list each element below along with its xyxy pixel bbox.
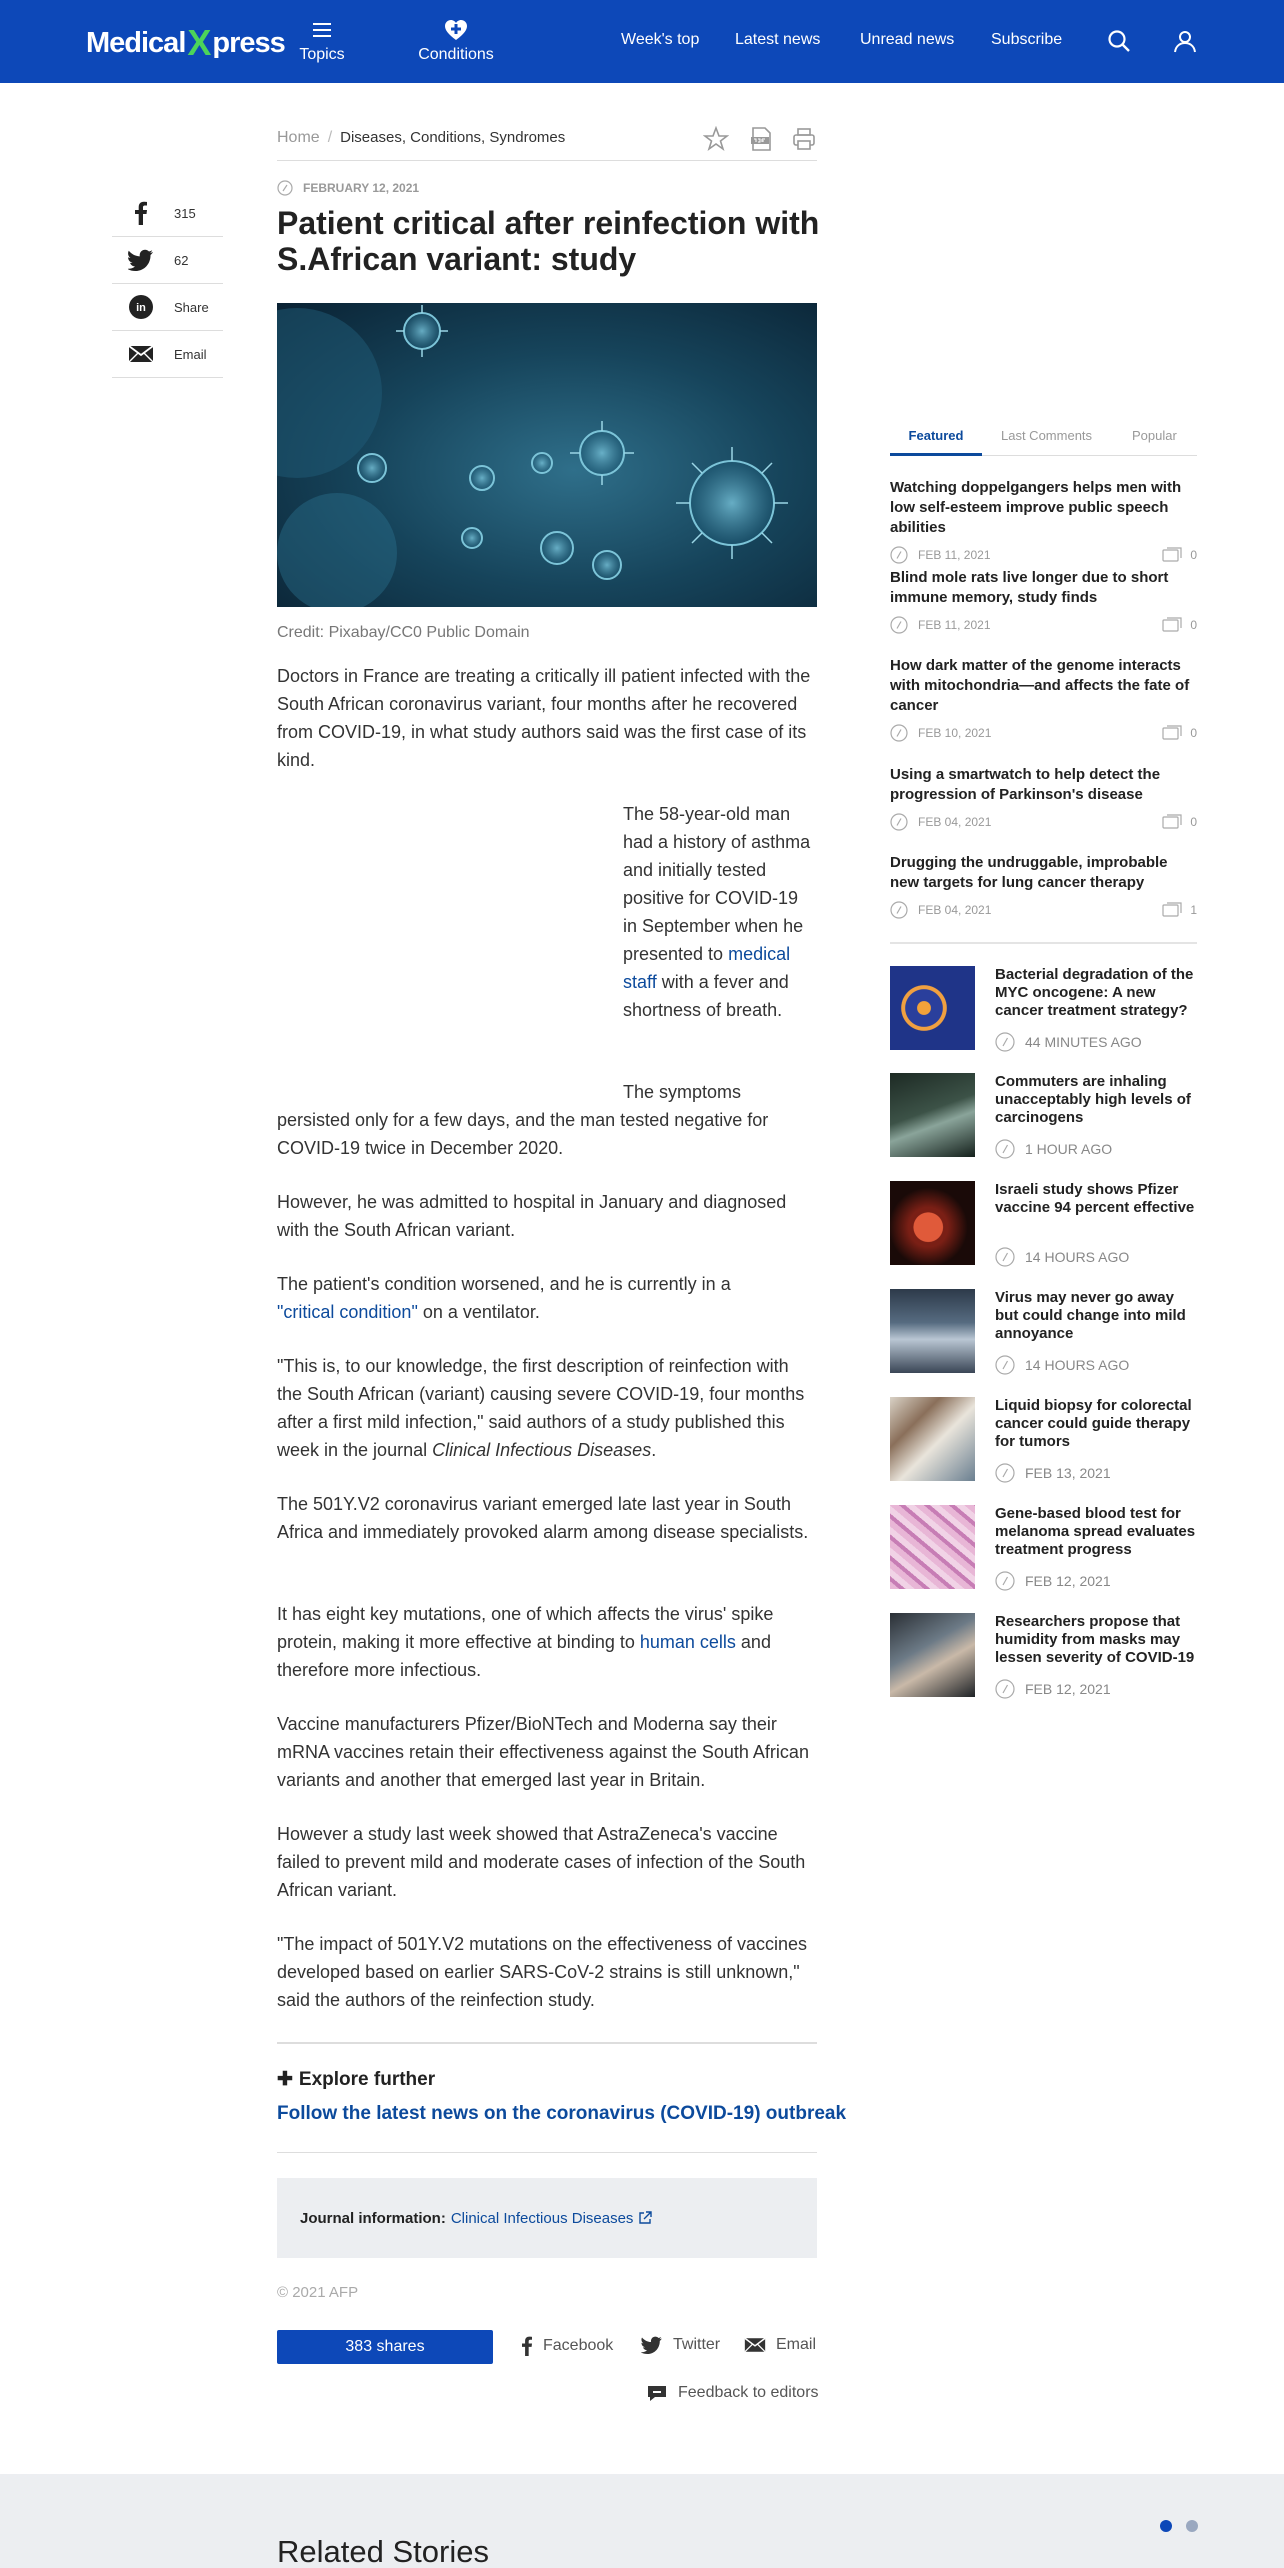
tab-popular[interactable]: Popular bbox=[1132, 428, 1177, 443]
explore-divider-top bbox=[277, 2042, 817, 2044]
twitter-share-count: 62 bbox=[174, 252, 189, 268]
featured-item-title[interactable]: Drugging the undruggable, improbable new targets for lung cancer therapy bbox=[890, 854, 1168, 891]
featured-item[interactable] bbox=[890, 765, 1197, 831]
journal-link[interactable]: Clinical Infectious Diseases bbox=[450, 2209, 634, 2227]
explore-further-heading bbox=[277, 2068, 435, 2091]
facebook-icon bbox=[521, 2336, 533, 2356]
related-news-card[interactable] bbox=[890, 1397, 1197, 1481]
explore-further-link[interactable]: Follow the latest news on the coronavirus (COVID-19) outbreak bbox=[277, 2103, 847, 2124]
comment-count: 1 bbox=[1190, 903, 1197, 917]
linkedin-icon bbox=[129, 295, 153, 319]
featured-item-meta bbox=[890, 813, 1197, 831]
tab-featured[interactable]: Featured bbox=[908, 428, 964, 443]
breadcrumb-category[interactable]: Diseases, Conditions, Syndromes bbox=[340, 129, 566, 146]
news-card-time: 44 MINUTES AGO bbox=[1025, 1034, 1142, 1050]
pdf-download-icon[interactable] bbox=[748, 126, 774, 152]
email-icon bbox=[128, 345, 154, 363]
nav-subscribe[interactable]: Subscribe bbox=[991, 31, 1063, 48]
paragraph-8-text-a: It has eight key mutations, one of which affects the virus' spike protein, making it more effective at binding to bbox=[277, 1604, 774, 1652]
article-paragraph-2 bbox=[623, 800, 817, 1024]
svg-text:in: in bbox=[136, 302, 146, 314]
image-credit: Credit: Pixabay/CC0 Public Domain bbox=[277, 624, 530, 641]
clock-icon bbox=[995, 1032, 1015, 1052]
featured-item[interactable] bbox=[890, 568, 1197, 634]
linkedin-share-label: Share bbox=[174, 299, 209, 315]
article-paragraph-3 bbox=[277, 1078, 817, 1162]
conditions-label: Conditions bbox=[418, 46, 494, 63]
related-news-card[interactable] bbox=[890, 966, 1197, 1050]
news-thumbnail[interactable] bbox=[890, 1181, 975, 1265]
featured-item-comments[interactable] bbox=[1162, 617, 1197, 633]
clock-icon bbox=[890, 546, 908, 564]
linkedin-share-button[interactable] bbox=[112, 284, 223, 331]
feedback-label: Feedback to editors bbox=[678, 2384, 819, 2401]
featured-item-meta bbox=[890, 546, 1197, 564]
news-card-title[interactable]: Liquid biopsy for colorectal cancer could guide therapy for tumors bbox=[995, 1397, 1192, 1450]
paragraph-6-text-b: . bbox=[651, 1440, 657, 1460]
featured-item-comments[interactable] bbox=[1162, 902, 1197, 918]
comment-count: 0 bbox=[1190, 726, 1197, 740]
related-news-card[interactable] bbox=[890, 1289, 1197, 1373]
coronavirus-illustration bbox=[277, 303, 817, 607]
news-thumbnail[interactable] bbox=[890, 1397, 975, 1481]
social-share-column bbox=[112, 190, 223, 378]
featured-item-meta bbox=[890, 616, 1197, 634]
article-paragraph-6 bbox=[277, 1352, 817, 1464]
news-card-meta bbox=[995, 1355, 1129, 1375]
journal-info-label: Journal information: bbox=[300, 2209, 446, 2227]
news-card-time: FEB 13, 2021 bbox=[1025, 1465, 1111, 1481]
featured-item-meta bbox=[890, 901, 1197, 919]
twitter-share-button[interactable] bbox=[112, 237, 223, 284]
featured-item-date: FEB 04, 2021 bbox=[918, 903, 992, 917]
share-email-label: Email bbox=[776, 2336, 817, 2353]
related-stories-band bbox=[0, 2474, 1284, 2568]
news-thumbnail[interactable] bbox=[890, 1289, 975, 1373]
news-card-time: 14 HOURS AGO bbox=[1025, 1357, 1130, 1373]
print-icon[interactable] bbox=[791, 126, 817, 152]
logo-x: X bbox=[187, 22, 211, 63]
breadcrumb-divider bbox=[277, 160, 817, 161]
comment-icon bbox=[1162, 547, 1182, 563]
article-paragraph-7: The 501Y.V2 coronavirus variant emerged late last year in South Africa and immediately provoked alarm among disease specialists. bbox=[277, 1494, 809, 1542]
breadcrumb bbox=[277, 129, 565, 147]
journal-name: Clinical Infectious Diseases bbox=[432, 1440, 652, 1460]
logo-text-medical: Medical bbox=[86, 26, 186, 59]
featured-item-comments[interactable] bbox=[1162, 547, 1197, 563]
shares-count-button[interactable]: 383 shares bbox=[277, 2330, 493, 2364]
clock-icon bbox=[890, 813, 908, 831]
related-stories-heading: Related Stories bbox=[277, 2534, 489, 2568]
paragraph-8-text-b: and therefore more infectious. bbox=[277, 1632, 771, 1680]
carousel-dot-active[interactable] bbox=[1160, 2520, 1172, 2532]
news-card-title[interactable]: Gene-based blood test for melanoma spread evaluates treatment progress bbox=[995, 1505, 1196, 1558]
news-thumbnail[interactable] bbox=[890, 966, 975, 1050]
featured-item-comments[interactable] bbox=[1162, 725, 1197, 741]
clock-icon bbox=[995, 1463, 1015, 1483]
featured-item[interactable] bbox=[890, 853, 1197, 919]
facebook-icon bbox=[134, 201, 148, 225]
article-hero-image[interactable] bbox=[277, 303, 817, 607]
comment-count: 0 bbox=[1190, 618, 1197, 632]
featured-item-date: FEB 10, 2021 bbox=[918, 726, 992, 740]
news-thumbnail[interactable] bbox=[890, 1613, 975, 1697]
copyright-notice: © 2021 AFP bbox=[277, 2284, 359, 2301]
critical-condition-link[interactable]: "critical condition" bbox=[277, 1302, 418, 1322]
share-facebook-label: Facebook bbox=[543, 2337, 614, 2354]
news-card-meta bbox=[995, 1571, 1111, 1591]
paragraph-2-text-a: The 58-year-old man had a history of asthma and initially tested positive for COVID-19 in September when he presented to bbox=[623, 804, 811, 964]
search-icon[interactable] bbox=[1106, 28, 1132, 54]
related-news-card[interactable] bbox=[890, 1181, 1197, 1265]
clock-icon bbox=[995, 1139, 1015, 1159]
sidebar-tabs bbox=[890, 420, 1197, 456]
breadcrumb-home[interactable]: Home bbox=[277, 129, 320, 146]
comment-icon bbox=[1162, 902, 1182, 918]
article-date-text: FEBRUARY 12, 2021 bbox=[303, 181, 420, 195]
topics-label: Topics bbox=[299, 46, 345, 63]
active-tab-indicator bbox=[890, 453, 982, 456]
clock-icon bbox=[890, 724, 908, 742]
twitter-icon bbox=[128, 249, 154, 271]
news-card-title[interactable]: Researchers propose that humidity from masks may lessen severity of COVID-19 bbox=[995, 1613, 1195, 1666]
news-thumbnail[interactable] bbox=[890, 1073, 975, 1157]
journal-information-box bbox=[277, 2178, 817, 2258]
share-email-link[interactable] bbox=[744, 2336, 816, 2354]
news-card-title[interactable]: Bacterial degradation of the MYC oncogene: A new cancer treatment strategy? bbox=[995, 966, 1194, 1019]
feedback-to-editors-link[interactable] bbox=[646, 2384, 819, 2402]
article-paragraph-8 bbox=[277, 1600, 817, 1684]
share-twitter-label: Twitter bbox=[673, 2336, 721, 2353]
top-navigation-bar bbox=[0, 0, 1284, 83]
clock-icon bbox=[277, 180, 293, 196]
clock-icon bbox=[995, 1679, 1015, 1699]
comment-count: 0 bbox=[1190, 548, 1197, 562]
hamburger-icon bbox=[311, 18, 333, 42]
paragraph-3-text-a: The symptoms bbox=[623, 1082, 742, 1102]
sidebar-divider bbox=[890, 942, 1197, 944]
news-card-title[interactable]: Virus may never go away but could change into mild annoyance bbox=[995, 1289, 1186, 1342]
news-card-meta bbox=[995, 1139, 1112, 1159]
news-card-time: FEB 12, 2021 bbox=[1025, 1573, 1111, 1589]
clock-icon bbox=[890, 616, 908, 634]
conditions-menu-button[interactable] bbox=[418, 18, 494, 64]
share-facebook-link[interactable] bbox=[521, 2336, 613, 2356]
featured-item-title[interactable]: Blind mole rats live longer due to short immune memory, study finds bbox=[890, 569, 1169, 606]
clock-icon bbox=[995, 1571, 1015, 1591]
nav-weeks-top[interactable]: Week's top bbox=[621, 31, 700, 48]
twitter-icon bbox=[641, 2336, 663, 2354]
news-card-meta bbox=[995, 1247, 1129, 1267]
news-card-time: 14 HOURS AGO bbox=[1025, 1249, 1130, 1265]
bookmark-star-icon[interactable] bbox=[703, 126, 729, 152]
explore-heading-text: Explore further bbox=[298, 2069, 436, 2090]
featured-item-title[interactable]: How dark matter of the genome interacts with mitochondria—and affects the fate of cancer bbox=[890, 657, 1190, 714]
nav-latest-news[interactable]: Latest news bbox=[735, 31, 821, 48]
comment-icon bbox=[1162, 617, 1182, 633]
share-twitter-link[interactable] bbox=[641, 2336, 720, 2354]
paragraph-6-text-a: "This is, to our knowledge, the first description of reinfection with the South African (variant) causing severe COVID-19, four months after a first mild infection," said authors of a study published this week in the journal bbox=[277, 1356, 805, 1460]
article-paragraph-9: Vaccine manufacturers Pfizer/BioNTech and Moderna say their mRNA vaccines retain their effectiveness against the South African variants and another that emerged last year in Britain. bbox=[277, 1714, 809, 1790]
email-share-label: Email bbox=[174, 346, 207, 362]
comment-icon bbox=[1162, 725, 1182, 741]
human-cells-link[interactable]: human cells bbox=[639, 1632, 736, 1652]
external-link-icon bbox=[638, 2211, 652, 2225]
news-card-meta bbox=[995, 1032, 1142, 1052]
clock-icon bbox=[890, 901, 908, 919]
news-card-time: FEB 12, 2021 bbox=[1025, 1681, 1111, 1697]
featured-item-comments[interactable] bbox=[1162, 814, 1197, 830]
featured-item-title[interactable]: Using a smartwatch to help detect the progression of Parkinson's disease bbox=[890, 766, 1161, 803]
tab-last-comments[interactable]: Last Comments bbox=[1001, 428, 1093, 443]
article-title: Patient critical after reinfection with S.African variant: study bbox=[277, 205, 820, 277]
breadcrumb-separator: / bbox=[327, 129, 333, 146]
featured-item-date: FEB 04, 2021 bbox=[918, 815, 992, 829]
comment-icon bbox=[1162, 814, 1182, 830]
related-news-card[interactable] bbox=[890, 1073, 1197, 1157]
heart-plus-icon bbox=[443, 18, 469, 42]
featured-item-date: FEB 11, 2021 bbox=[918, 618, 991, 632]
related-news-card[interactable] bbox=[890, 1613, 1197, 1697]
featured-item[interactable] bbox=[890, 656, 1197, 742]
featured-item-meta bbox=[890, 724, 1197, 742]
news-card-title[interactable]: Israeli study shows Pfizer vaccine 94 percent effective bbox=[995, 1181, 1195, 1216]
explore-divider-bottom bbox=[277, 2152, 817, 2153]
clock-icon bbox=[995, 1355, 1015, 1375]
article-paragraph-5 bbox=[277, 1270, 817, 1326]
plus-icon: ✚ bbox=[277, 2069, 293, 2090]
logo-text-press: press bbox=[212, 26, 285, 59]
email-icon bbox=[744, 2337, 766, 2353]
facebook-share-button[interactable] bbox=[112, 190, 223, 237]
featured-item-title[interactable]: Watching doppelgangers helps men with low self-esteem improve public speech abilities bbox=[890, 479, 1182, 536]
news-card-meta bbox=[995, 1679, 1111, 1699]
carousel-dot[interactable] bbox=[1186, 2520, 1198, 2532]
paragraph-2-text-b: with a fever and shortness of breath. bbox=[623, 972, 789, 1020]
facebook-share-count: 315 bbox=[174, 205, 196, 221]
news-card-title[interactable]: Commuters are inhaling unacceptably high levels of carcinogens bbox=[995, 1073, 1191, 1126]
paragraph-5-text-b: on a ventilator. bbox=[417, 1302, 540, 1322]
article-paragraph-1: Doctors in France are treating a critically ill patient infected with the South African coronavirus variant, four months after he recovered from COVID-19, in what study authors said was the first case of its kind. bbox=[277, 666, 811, 770]
article-paragraph-10: However a study last week showed that AstraZeneca's vaccine failed to prevent mild and moderate cases of infection of the South African variant. bbox=[277, 1824, 806, 1900]
feedback-chat-icon bbox=[646, 2384, 668, 2402]
comment-count: 0 bbox=[1190, 815, 1197, 829]
paragraph-5-text-a: The patient's condition worsened, and he is currently in a bbox=[277, 1274, 731, 1294]
news-card-time: 1 HOUR AGO bbox=[1025, 1141, 1113, 1157]
paragraph-3-text-b: persisted only for a few days, and the man tested negative for COVID-19 twice in December 2020. bbox=[277, 1110, 769, 1158]
nav-unread-news[interactable]: Unread news bbox=[860, 31, 955, 48]
user-account-icon[interactable] bbox=[1172, 28, 1198, 54]
article-paragraph-4: However, he was admitted to hospital in January and diagnosed with the South African variant. bbox=[277, 1192, 787, 1240]
featured-item-date: FEB 11, 2021 bbox=[918, 548, 991, 562]
site-logo[interactable] bbox=[86, 22, 285, 64]
news-thumbnail[interactable] bbox=[890, 1505, 975, 1589]
medical-staff-link[interactable]: medical staff bbox=[623, 944, 791, 992]
related-news-card[interactable] bbox=[890, 1505, 1197, 1589]
article-paragraph-11: "The impact of 501Y.V2 mutations on the effectiveness of vaccines developed based on earlier SARS-CoV-2 strains is still unknown," said the authors of the reinfection study. bbox=[277, 1934, 808, 2010]
featured-item[interactable] bbox=[890, 478, 1197, 564]
news-card-meta bbox=[995, 1463, 1111, 1483]
article-date bbox=[277, 180, 419, 196]
clock-icon bbox=[995, 1247, 1015, 1267]
email-share-button[interactable] bbox=[112, 331, 223, 378]
topics-menu-button[interactable] bbox=[297, 18, 347, 64]
